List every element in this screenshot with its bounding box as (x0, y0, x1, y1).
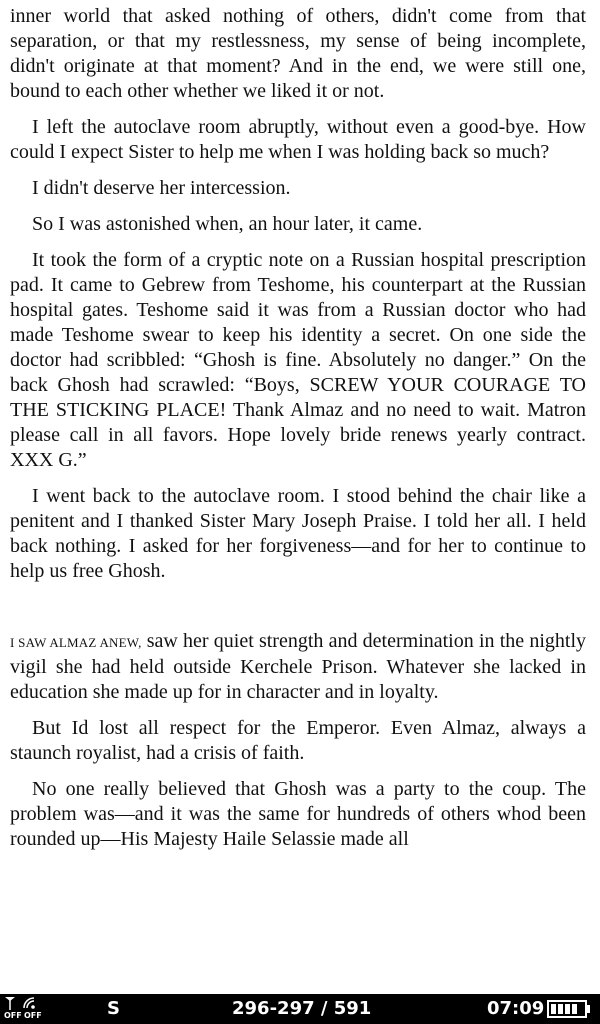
clock: 07:09 (487, 998, 545, 1019)
page-indicator: 296-297 / 591 (232, 998, 372, 1019)
battery-cell (558, 1004, 563, 1014)
battery-cell (572, 1004, 577, 1014)
paragraph: inner world that asked nothing of others, didn't come from that separation, or that my restlessness, my sense of being incomplete, didn't originate at that moment? And in the end, we were still one, bound to each other whether we liked it or not. (10, 5, 586, 102)
book-text (10, 4, 586, 863)
paragraph: I didn't deserve her intercession. (32, 177, 291, 199)
wifi-off-label: OFF (4, 1011, 22, 1020)
section-start-paragraph (10, 629, 586, 705)
antenna-icon (4, 996, 16, 1010)
status-bar (0, 994, 600, 1024)
paragraph: No one really believed that Ghosh was a party to the coup. The problem was—and it was the same for hundreds of others whod been rounded up—His Majesty Haile Selassie made all (10, 778, 586, 850)
paragraph: I left the autoclave room abruptly, without even a good-bye. How could I expect Sister to help me when I was holding back so much? (10, 116, 586, 163)
section-lead-in: I SAW ALMAZ ANEW, (10, 635, 142, 650)
battery-cell (565, 1004, 570, 1014)
sync-off-label: OFF (24, 1011, 42, 1020)
sync-status: S (107, 998, 120, 1019)
paragraph: It took the form of a cryptic note on a Russian hospital prescription pad. It came to Gebrew from Teshome, his counterpart at the Russian hospital gates. Teshome said it was from a Russian doctor who had made Teshome swear to keep his identity a secret. On one side the doctor had scribbled: “Ghosh is fine. Absolutely no danger.” On the back Ghosh had scrawled: “Boys, SCREW YOUR COURAGE TO THE STICKING PLACE! Thank Almaz and no need to wait. Matron please call in all favors. Hope lovely bride renews yearly contract. XXX G.” (10, 249, 586, 471)
network-status (4, 996, 44, 1022)
battery-cell (551, 1004, 556, 1014)
paragraph: I went back to the autoclave room. I stood behind the chair like a penitent and I thanked Sister Mary Joseph Praise. I told her all. I held back nothing. I asked for her forgiveness—and for her to continue to help us free Ghosh. (10, 485, 586, 582)
paragraph: So I was astonished when, an hour later, it came. (32, 213, 423, 235)
paragraph: But Id lost all respect for the Emperor. Even Almaz, always a staunch royalist, had a crisis of faith. (10, 717, 586, 764)
battery-icon (547, 1000, 591, 1018)
section-text: saw her quiet strength and determination in the nightly vigil she had held outside Kerchele Prison. Whatever she lacked in education she made up for in character and in loyalty. (10, 630, 586, 703)
wireless-icon (22, 996, 36, 1010)
